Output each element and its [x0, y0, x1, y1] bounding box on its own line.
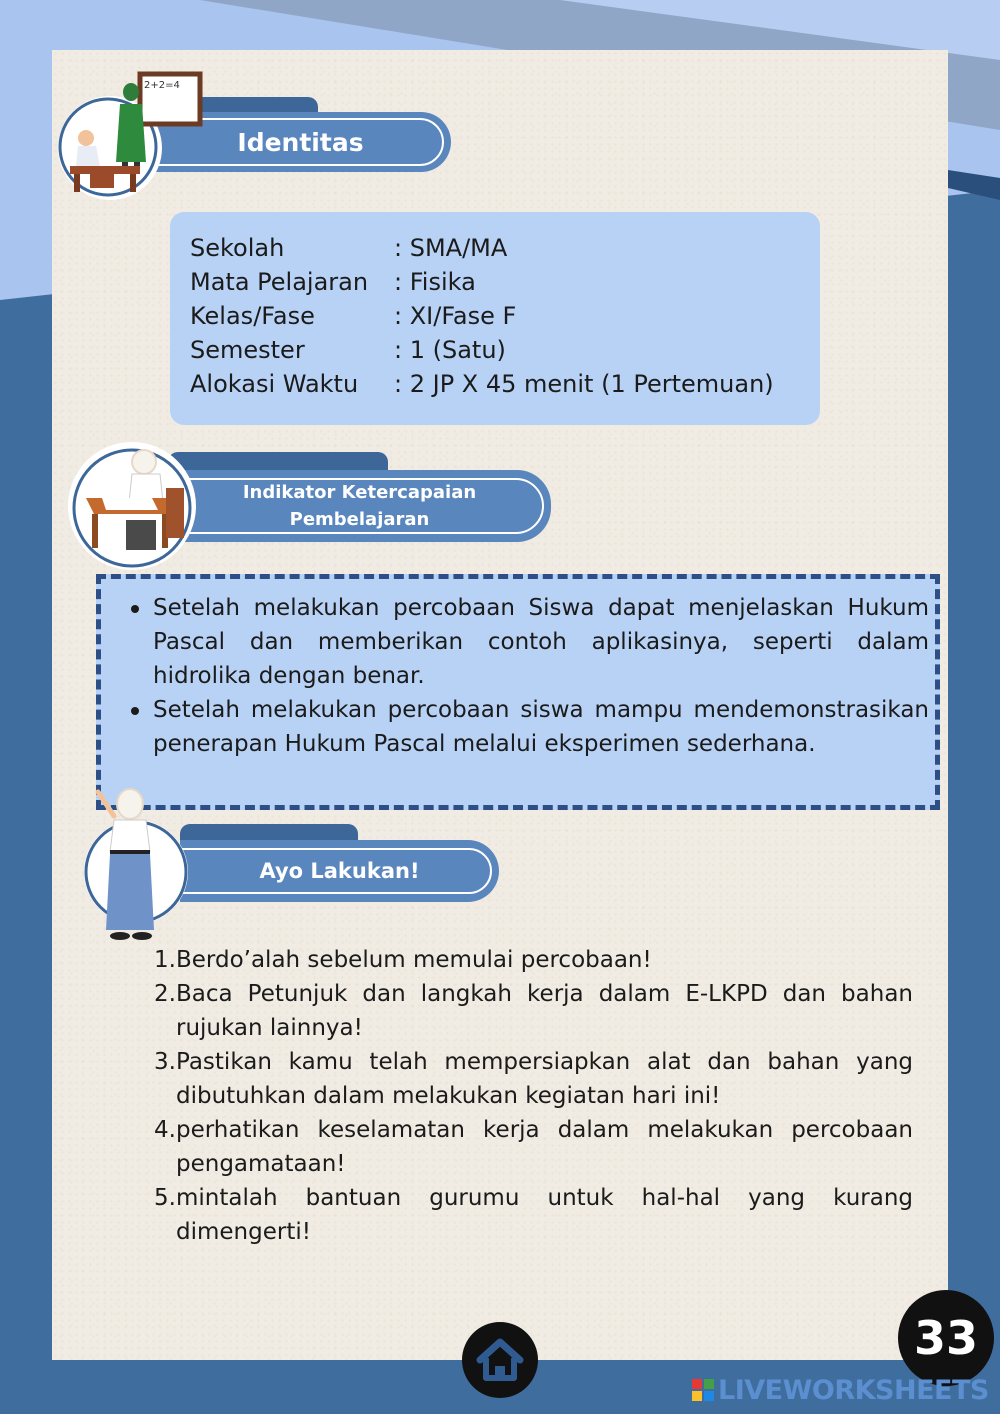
- student-pointing-illustration: [80, 780, 200, 950]
- indikator-box: [96, 574, 940, 810]
- identitas-label: Kelas/Fase: [190, 302, 315, 330]
- identitas-box: [170, 212, 820, 425]
- indikator-item: Setelah melakukan percobaan Siswa dapat menjelaskan Hukum Pascal dan memberikan contoh aplikasinya, seperti dalam hidrolika dengan benar.: [123, 591, 929, 693]
- page-number: 33: [898, 1290, 994, 1386]
- step-item: 4. perhatikan keselamatan kerja dalam melakukan percobaan pengamataan!: [154, 1117, 913, 1177]
- identitas-value: : XI/Fase F: [394, 302, 517, 330]
- step-item: 2. Baca Petunjuk dan langkah kerja dalam E-LKPD dan bahan rujukan lainnya!: [154, 981, 913, 1041]
- identitas-value: : Fisika: [394, 268, 476, 296]
- identitas-value: : SMA/MA: [394, 234, 508, 262]
- bullet-icon: [131, 605, 139, 613]
- brand-text: LIVEWORKSHEETS: [718, 1374, 989, 1406]
- identitas-label: Mata Pelajaran: [190, 268, 369, 296]
- bullet-icon: [131, 707, 139, 715]
- liveworksheets-logo-icon: [692, 1379, 714, 1401]
- step-item: 3. Pastikan kamu telah mempersiapkan alat dan bahan yang dibutuhkan dalam melakukan kegiatan hari ini!: [154, 1049, 913, 1109]
- indikator-item: Setelah melakukan percobaan siswa mampu mendemonstrasikan penerapan Hukum Pascal melalui eksperimen sederhana.: [123, 693, 929, 761]
- student-writing-illustration: [66, 440, 198, 572]
- home-icon: [462, 1322, 538, 1398]
- identitas-title: Identitas: [237, 127, 364, 157]
- identitas-label: Sekolah: [190, 234, 285, 262]
- indikator-title-line1: Indikator Ketercapaian: [242, 482, 477, 503]
- identitas-value: : 2 JP X 45 menit (1 Pertemuan): [394, 370, 774, 398]
- step-item: 1. Berdo’alah sebelum memulai percobaan!: [154, 947, 652, 973]
- identitas-value: : 1 (Satu): [394, 336, 506, 364]
- identitas-label: Semester: [190, 336, 305, 364]
- identitas-label: Alokasi Waktu: [190, 370, 359, 398]
- liveworksheets-brand[interactable]: [692, 1374, 989, 1406]
- teacher-illustration: [56, 66, 206, 198]
- home-button[interactable]: [462, 1322, 538, 1398]
- board-text: 2+2=4: [144, 80, 180, 91]
- ayo-title: Ayo Lakukan!: [259, 859, 420, 883]
- step-item: 5. mintalah bantuan gurumu untuk hal-hal yang kurang dimengerti!: [154, 1185, 913, 1245]
- indikator-title-line2: Pembelajaran: [289, 509, 430, 530]
